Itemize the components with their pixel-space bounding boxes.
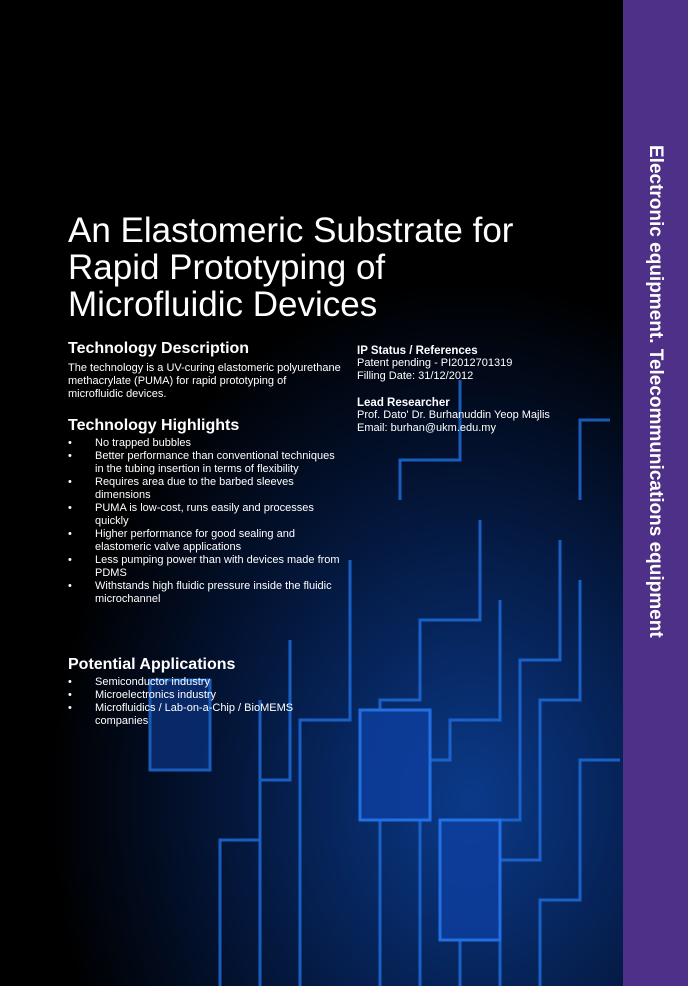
applications-section xyxy=(68,656,343,728)
category-label: Electronic equipment. Telecommunications equipment xyxy=(645,145,666,638)
category-sidebar xyxy=(623,0,688,986)
researcher-name: Prof. Dato' Dr. Burhanuddin Yeop Majlis xyxy=(357,409,550,421)
researcher-heading: Lead Researcher xyxy=(357,397,450,409)
description-section xyxy=(68,340,343,401)
list-item: • Microfluidics / Lab-on-a-Chip / BioMEMS companies xyxy=(68,702,343,728)
list-item: • Withstands high fluidic pressure inside the fluidic microchannel xyxy=(68,580,343,606)
description-heading: Technology Description xyxy=(68,340,250,357)
ip-heading: IP Status / References xyxy=(357,345,478,357)
filing-date: Filling Date: 31/12/2012 xyxy=(357,370,474,382)
page-title: An Elastomeric Substrate for Rapid Prototyping of Microfluidic Devices xyxy=(68,211,514,324)
list-item: • Semiconductor industry xyxy=(68,676,343,689)
applications-heading: Potential Applications xyxy=(68,656,236,673)
list-item: • Higher performance for good sealing and elastomeric valve applications xyxy=(68,528,343,554)
list-item: • Microelectronics industry xyxy=(68,689,343,702)
researcher-email[interactable]: Email: burhan@ukm.edu.my xyxy=(357,422,496,434)
list-item: • PUMA is low-cost, runs easily and processes quickly xyxy=(68,502,343,528)
description-text: The technology is a UV-curing elastomeric polyurethane methacrylate (PUMA) for rapid prototyping of microfluidic devices. xyxy=(68,362,341,400)
ip-section xyxy=(357,345,597,435)
list-item: • No trapped bubbles xyxy=(68,437,343,450)
patent-status: Patent pending - PI2012701319 xyxy=(357,357,513,369)
list-item: • Better performance than conventional techniques in the tubing insertion in terms of flexibility xyxy=(68,450,343,476)
highlights-heading: Technology Highlights xyxy=(68,417,240,434)
list-item: • Requires area due to the barbed sleeves dimensions xyxy=(68,476,343,502)
highlights-section xyxy=(68,417,343,606)
list-item: • Less pumping power than with devices made from PDMS xyxy=(68,554,343,580)
